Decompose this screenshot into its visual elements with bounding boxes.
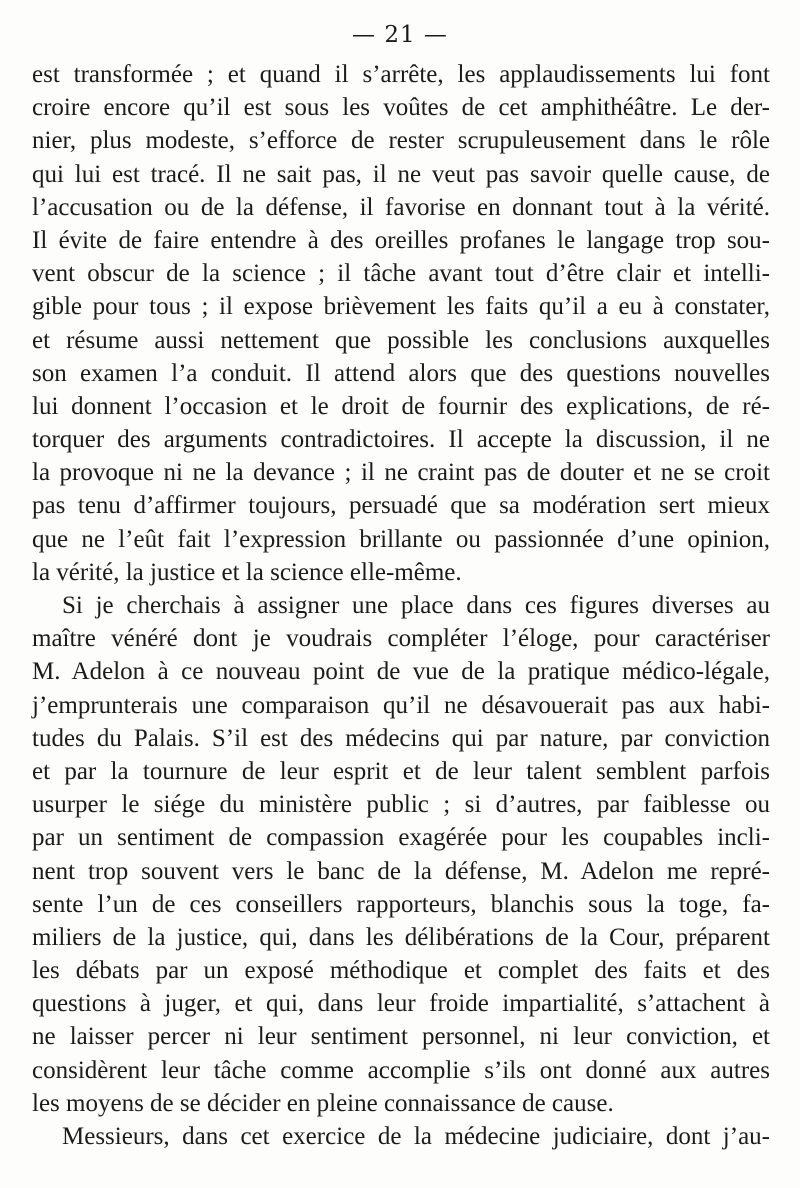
text-line: la vérité, la justice et la science elle-même.	[32, 558, 462, 586]
text-line: j’emprunterais une comparaison qu’il ne désavouerait pas aux habi-	[32, 691, 770, 719]
text-line: les moyens de se décider en pleine connaissance de cause.	[32, 1089, 614, 1117]
page-number: — 21 —	[352, 22, 448, 48]
text-line: ne laisser percer ni leur sentiment personnel, ni leur conviction, et	[32, 1023, 770, 1051]
text-line: par un sentiment de compassion exagérée pour les coupables incli-	[32, 824, 770, 852]
text-line: croire encore qu’il est sous les voûtes de cet amphithéâtre. Le der-	[32, 94, 770, 122]
text-line: questions à juger, et qui, dans leur froide impartialité, s’attachent à	[32, 990, 770, 1018]
text-line: lui donnent l’occasion et le droit de fournir des explications, de ré-	[32, 392, 770, 420]
text-line: est transformée ; et quand il s’arrête, les applaudissements lui font	[32, 61, 770, 88]
text-line: miliers de la justice, qui, dans les délibérations de la Cour, préparent	[32, 923, 770, 951]
text-line: maître vénéré dont je voudrais compléter l’éloge, pour caractériser	[32, 625, 770, 653]
text-line: son examen l’a conduit. Il attend alors que des questions nouvelles	[32, 359, 770, 387]
text-line: qui lui est tracé. Il ne sait pas, il ne veut pas savoir quelle cause, de	[32, 160, 770, 188]
text-line: gible pour tous ; il expose brièvement les faits qu’il a eu à constater,	[32, 293, 770, 321]
body-text	[32, 58, 770, 1153]
text-line: usurper le siége du ministère public ; si d’autres, par faiblesse ou	[32, 791, 770, 819]
text-line: tudes du Palais. S’il est des médecins qui par nature, par conviction	[32, 724, 770, 752]
text-line: Il évite de faire entendre à des oreilles profanes le langage trop sou-	[32, 226, 770, 254]
text-line: nier, plus modeste, s’efforce de rester scrupuleusement dans le rôle	[32, 127, 770, 155]
text-line: M. Adelon à ce nouveau point de vue de la pratique médico-légale,	[32, 658, 770, 686]
text-line: sente l’un de ces conseillers rapporteurs, blanchis sous la toge, fa-	[32, 890, 770, 918]
text-line: les débats par un exposé méthodique et complet des faits et des	[32, 957, 770, 985]
text-line: pas tenu d’affirmer toujours, persuadé que sa modération sert mieux	[32, 492, 770, 520]
text-line: considèrent leur tâche comme accomplie s’ils ont donné aux autres	[32, 1056, 770, 1084]
text-line: que ne l’eût fait l’expression brillante ou passionnée d’une opinion,	[32, 525, 770, 553]
text-line: et résume aussi nettement que possible les conclusions auxquelles	[32, 326, 770, 354]
text-line: l’accusation ou de la défense, il favorise en donnant tout à la vérité.	[32, 193, 770, 221]
text-line: Si je cherchais à assigner une place dans ces figures diverses au	[62, 592, 770, 619]
text-line: la provoque ni ne la devance ; il ne craint pas de douter et ne se croit	[32, 459, 770, 487]
text-line: torquer des arguments contradictoires. Il accepte la discussion, il ne	[32, 426, 770, 454]
text-line: Messieurs, dans cet exercice de la médecine judiciaire, dont j’au-	[62, 1123, 770, 1150]
text-line: vent obscur de la science ; il tâche avant tout d’être clair et intelli-	[32, 260, 770, 288]
text-line: nent trop souvent vers le banc de la défense, M. Adelon me repré-	[32, 857, 770, 885]
text-line: et par la tournure de leur esprit et de leur talent semblent parfois	[32, 757, 770, 785]
